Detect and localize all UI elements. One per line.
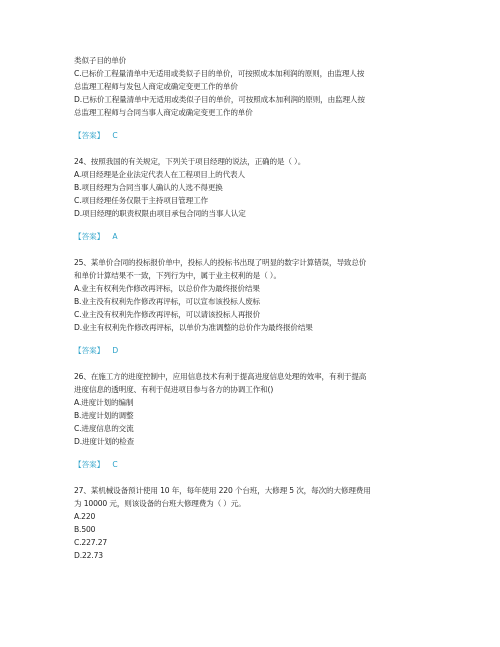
answer-label: 【答案】 — [74, 131, 105, 140]
option-a: A.业主有权利先作修改再评标，以总价作为最终报价结果 — [74, 284, 260, 293]
question-stem: 26、在施工方的进度控制中，应用信息技术有利于提高进度信息处理的效率，有利于提高 — [74, 372, 367, 381]
option-c: C.227.27 — [74, 538, 108, 547]
answer-value: A — [112, 232, 118, 241]
option-c-cont: 总监理工程师与发包人商定或确定变更工作的单价 — [74, 82, 238, 91]
option-d: D.已标价工程量清单中无适用或类似子目的单价，可按照成本加利润的原则，由监理人按 — [74, 95, 365, 104]
answer-23 — [74, 129, 426, 142]
option-b: B.500 — [74, 525, 96, 534]
option-a: A.进度计划的编制 — [74, 398, 134, 407]
question-stem-cont: 进度信息的透明度、有利于促进项目参与各方的协调工作和() — [74, 385, 274, 394]
option-d: D.进度计划的检查 — [74, 437, 135, 446]
answer-label: 【答案】 — [74, 460, 105, 469]
option-text: 类似子目的单价 — [74, 56, 127, 65]
answer-value: C — [112, 460, 118, 469]
option-c: C.已标价工程量清单中无适用或类似子目的单价，可按照成本加利润的原则，由监理人按 — [74, 69, 365, 78]
option-c: C.进度信息的交流 — [74, 424, 134, 433]
question-27 — [74, 484, 426, 562]
option-b: B.业主没有权利先作修改再评标，可以宣布该投标人废标 — [74, 297, 260, 306]
option-c: C.项目经理任务仅限于主持项目管理工作 — [74, 196, 208, 205]
option-b: B.进度计划的调整 — [74, 411, 134, 420]
answer-value: C — [112, 131, 118, 140]
option-d: D.22.73 — [74, 551, 103, 560]
option-a: A.项目经理是企业法定代表人在工程项目上的代表人 — [74, 170, 245, 179]
question-stem-cont: 为 10000 元，则该设备的台班大修理费为（ ）元。 — [74, 499, 246, 508]
answer-label: 【答案】 — [74, 346, 105, 355]
answer-25 — [74, 344, 426, 357]
answer-24 — [74, 230, 426, 243]
question-23-tail — [74, 54, 426, 142]
question-stem: 24、按照我国的有关规定，下列关于项目经理的说法，正确的是（ ）。 — [74, 157, 306, 166]
question-stem: 25、某单价合同的投标报价单中，投标人的投标书出现了明显的数字计算错误，导致总价 — [74, 258, 367, 267]
question-list — [74, 54, 426, 562]
option-a: A.220 — [74, 512, 96, 521]
option-d: D.项目经理的职责权限由项目承包合同的当事人认定 — [74, 209, 246, 218]
option-d: D.业主有权利先作修改再评标，以单价为准调整的总价作为最终报价结果 — [74, 323, 313, 332]
option-d-cont: 总监理工程师与合同当事人商定或确定变更工作的单价 — [74, 108, 253, 117]
question-24 — [74, 155, 426, 243]
question-25 — [74, 256, 426, 357]
question-stem-cont: 和单价计算结果不一致，下列行为中，属于业主权利的是（ ）。 — [74, 271, 281, 280]
answer-26 — [74, 458, 426, 471]
option-b: B.项目经理为合同当事人确认的人选不得更换 — [74, 183, 223, 192]
question-26 — [74, 370, 426, 471]
answer-label: 【答案】 — [74, 232, 105, 241]
question-stem: 27、某机械设备预计使用 10 年，每年使用 220 个台班，大修理 5 次，每次的大修理费用 — [74, 486, 371, 495]
answer-value: D — [112, 346, 119, 355]
option-c: C.业主没有权利先作修改再评标，可以请该投标人再报价 — [74, 310, 261, 319]
